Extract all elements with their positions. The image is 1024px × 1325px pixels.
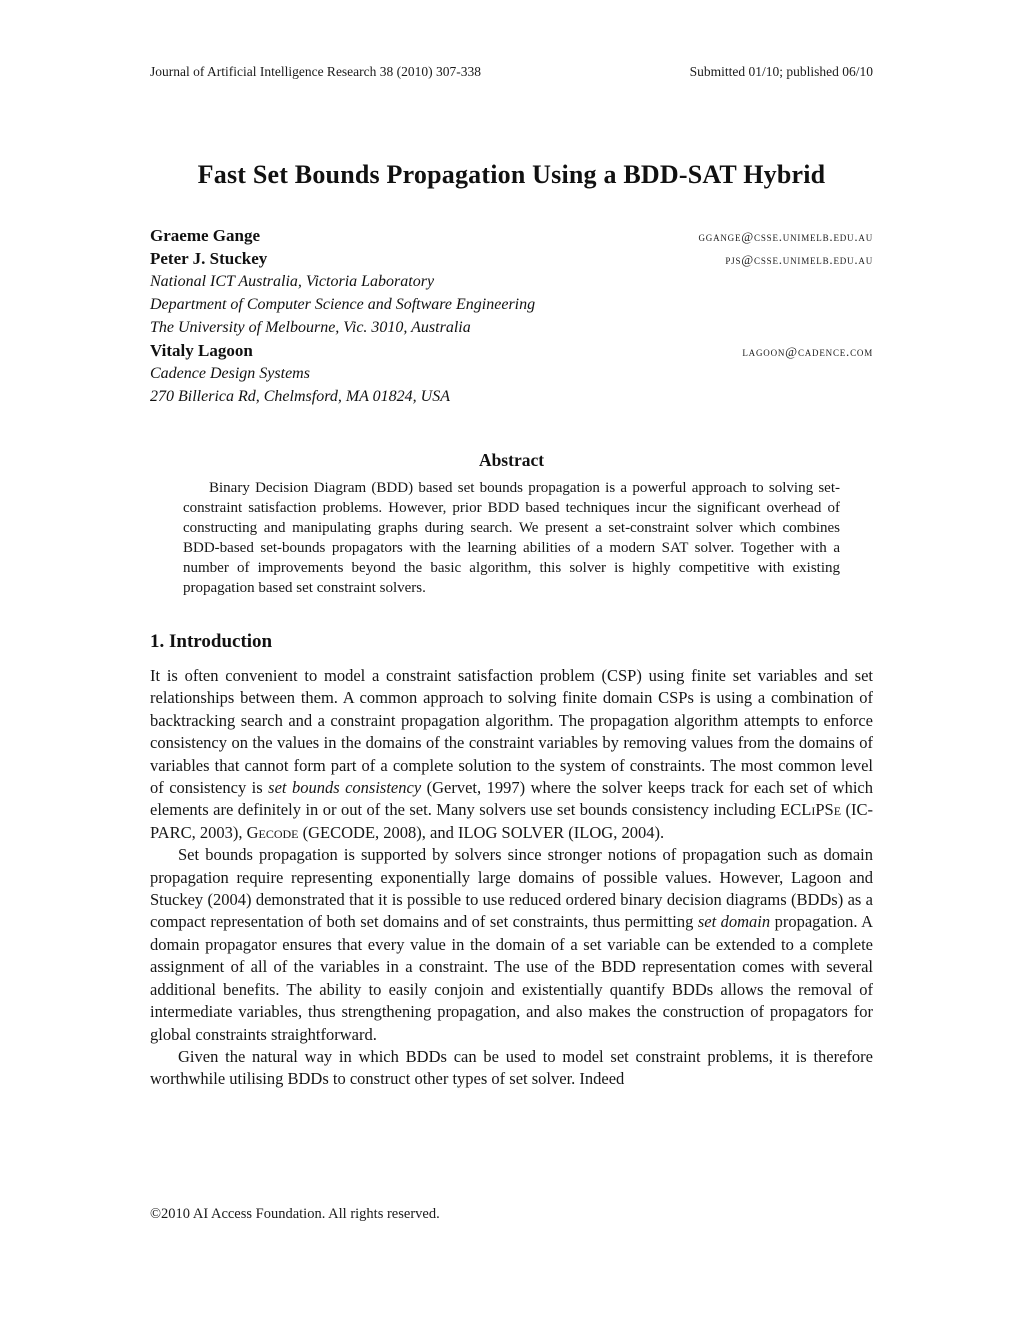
section-heading-introduction: 1. Introduction — [150, 631, 273, 652]
running-header — [150, 0, 873, 80]
text-segment: propagation. A domain propagator ensures that every value in the domain of a set variable can be extended to a complete assignment of all of the variables in a constraint. The use of the BDD representation comes with several additional benefits. The ability to easily conjoin and existentially quantify BDDs allows the removal of intermediate variables, thus strengthening propagation, and also makes the construction of propagators for global constraints straightforward. — [150, 912, 873, 1044]
text-segment: (Gervet, 1997) where the solver keeps track for each set of which elements are definitely in or out of the set. Many solvers use set bounds consistency including — [150, 778, 873, 820]
author-row — [150, 247, 873, 270]
author-row — [150, 224, 873, 247]
author-name: Graeme Gange — [150, 226, 260, 245]
smallcaps-system-name: ECLiPSe — [780, 800, 842, 820]
abstract-heading: Abstract — [478, 450, 545, 470]
affiliation-text: 270 Billerica Rd, Chelmsford, MA 01824, USA — [150, 388, 450, 405]
journal-reference: Journal of Artificial Intelligence Research 38 (2010) 307-338 — [150, 64, 482, 79]
text-segment: It is often convenient to model a constraint satisfaction problem (CSP) using finite set variables and set relationships between them. A common approach to solving finite domain CSPs is using a combination of backtracking search and a constraint propagation algorithm. The propagation algorithm attempts to enforce consistency on the values in the domains of the constraint variables by removing values from the domains of variables that cannot form part of a complete solution to the system of constraints. The most common level of consistency is — [150, 666, 873, 798]
affiliation-row — [150, 270, 873, 293]
affiliation-row — [150, 293, 873, 316]
author-email: lagoon@cadence.com — [742, 344, 873, 359]
text-segment: (IC-PARC, 2003), — [150, 800, 873, 842]
submission-dates: Submitted 01/10; published 06/10 — [689, 64, 873, 79]
text-segment: Given the natural way in which BDDs can be used to model set constraint problems, it is therefore worthwhile utilising BDDs to construct other types of set solver. Indeed — [150, 1046, 873, 1089]
affiliation-row — [150, 362, 873, 385]
body-paragraph — [150, 665, 873, 844]
abstract-text: Binary Decision Diagram (BDD) based set bounds propagation is a powerful approach to solving set-constraint satisfaction problems. However, prior BDD based techniques incur the significant overhead of constructing and manipulating graphs during search. We present a set-constraint solver which combines BDD-based set-bounds propagators with the learning abilities of a modern SAT solver. Together with a number of improvements beyond the basic algorithm, this solver is highly competitive with existing propagation based set constraint solvers. — [183, 480, 840, 596]
author-name: Peter J. Stuckey — [150, 249, 268, 268]
content-column — [150, 0, 873, 1091]
italic-phrase: set bounds consistency — [268, 778, 422, 798]
affiliation-text: Department of Computer Science and Software Engineering — [150, 296, 536, 313]
affiliation-text: National ICT Australia, Victoria Laboratory — [150, 273, 435, 290]
smallcaps-system-name: Gecode — [246, 822, 299, 842]
author-row — [150, 339, 873, 362]
text-segment: Set bounds propagation is supported by solvers since stronger notions of propagation such as domain propagation require representing exponentially large domains of possible values. However, Lagoon and Stuckey (2004) demonstrated that it is possible to use reduced ordered binary decision diagrams (BDDs) as a compact representation of both set domains and of set constraints, thus permitting — [150, 845, 873, 932]
affiliation-text: Cadence Design Systems — [150, 365, 310, 382]
italic-phrase: set domain — [697, 912, 771, 932]
body-paragraph — [150, 1046, 873, 1091]
author-name: Vitaly Lagoon — [150, 341, 253, 360]
paper-title: Fast Set Bounds Propagation Using a BDD-SAT Hybrid — [197, 160, 826, 189]
text-segment: (GECODE, 2008), and ILOG SOLVER (ILOG, 2004). — [298, 822, 665, 842]
author-block — [150, 224, 873, 408]
affiliation-row — [150, 385, 873, 408]
affiliation-row — [150, 316, 873, 339]
body-paragraph — [150, 844, 873, 1046]
introduction-paragraphs — [150, 665, 873, 1091]
author-email: ggange@csse.unimelb.edu.au — [698, 229, 873, 244]
affiliation-text: The University of Melbourne, Vic. 3010, Australia — [150, 319, 471, 336]
copyright-footer: ©2010 AI Access Foundation. All rights reserved. — [150, 1206, 440, 1222]
author-email: pjs@csse.unimelb.edu.au — [725, 252, 873, 267]
